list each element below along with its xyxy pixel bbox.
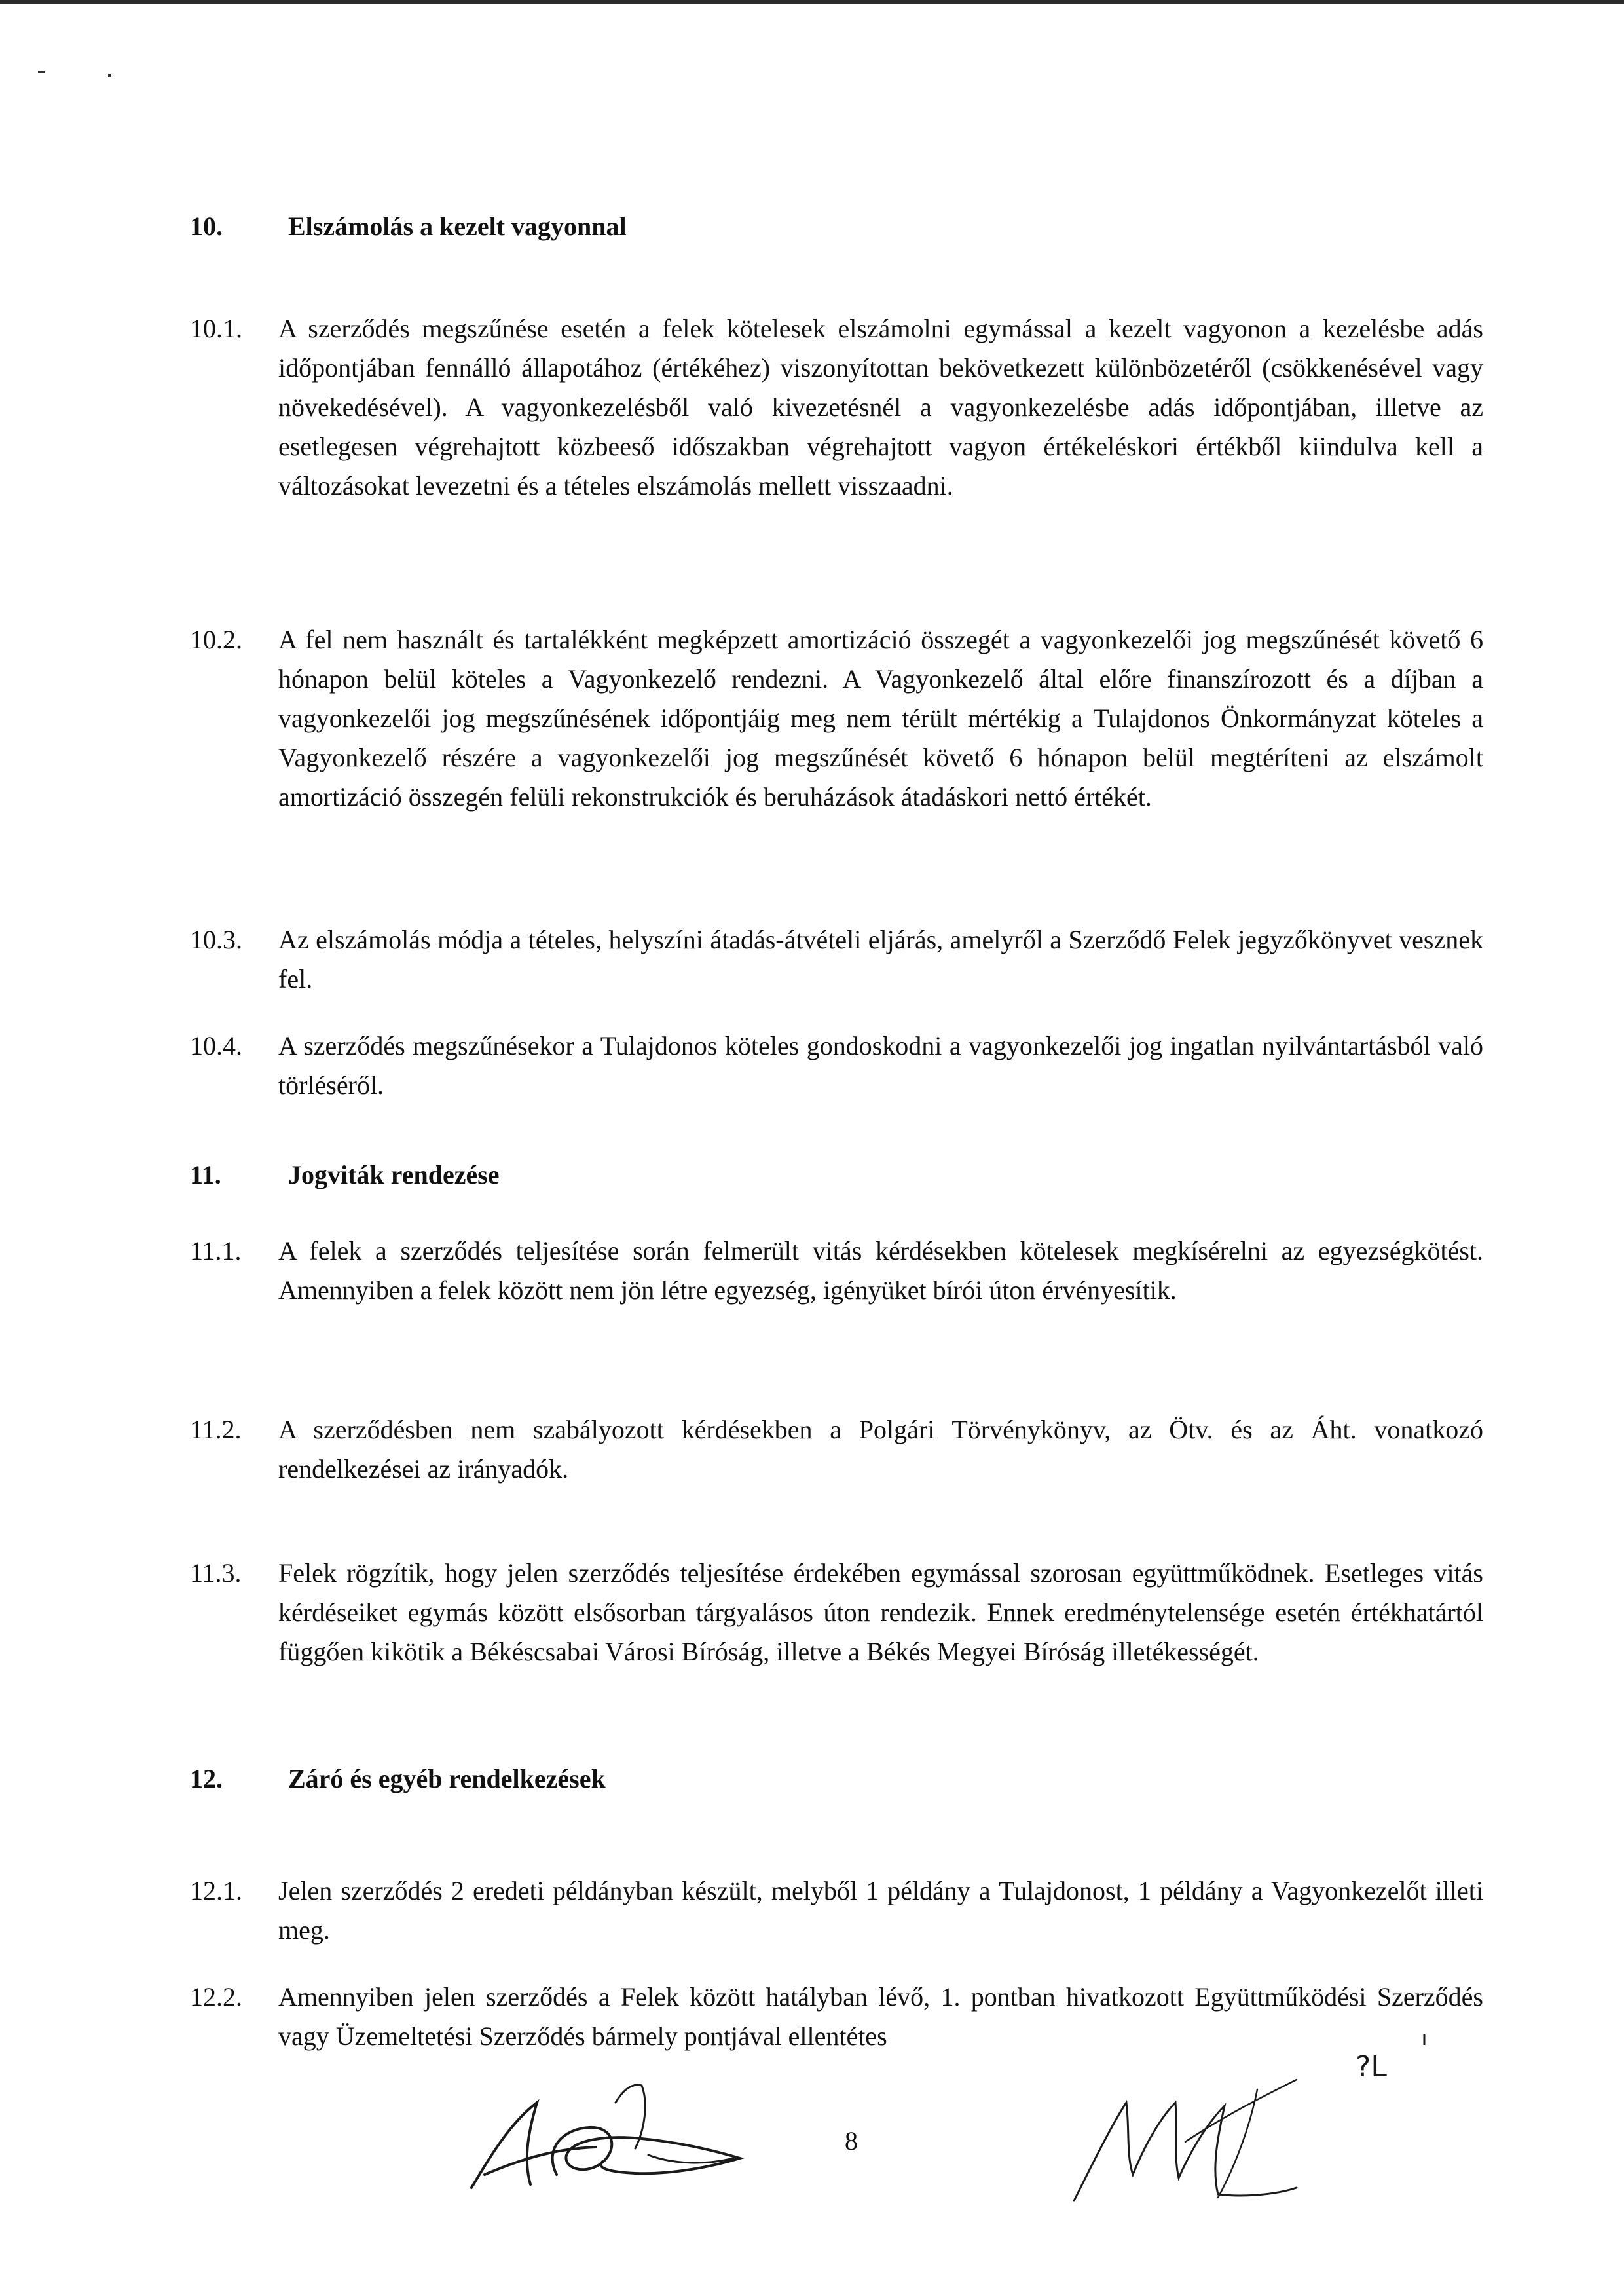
page-number: 8	[845, 2126, 858, 2156]
scan-speck	[108, 74, 111, 77]
clause-12-1	[190, 1871, 1483, 1950]
clause-text: A szerződés megszűnése esetén a felek kötelesek elszámolni egymással a kezelt vagyonon a kezelésbe adás időpontjában fennálló állapotához (értékéhez) viszonyítottan bekövetkezett különbözetéről (csökkenésével vagy növekedésével). A vagyonkezelésből való kivezetésnél a vagyonkezelésbe adás időpontjában, illetve az esetlegesen végrehajtott közbeeső időszakban végrehajtott vagyon értékeléskori értékből kiindulva kell a változásokat levezetni és a tételes elszámolás mellett visszaadni.	[278, 314, 1483, 500]
clause-number: 10.4.	[190, 1031, 242, 1060]
signature-left	[452, 2076, 792, 2201]
clause-10-4	[190, 1026, 1483, 1105]
section-heading-12	[190, 1762, 606, 1796]
clause-10-2	[190, 620, 1483, 817]
scan-speck	[38, 71, 45, 73]
clause-10-3	[190, 920, 1483, 999]
initials-text: ?L	[1356, 2050, 1387, 2084]
clause-number: 10.1.	[190, 314, 242, 343]
clause-number: 12.2.	[190, 1982, 242, 2012]
section-heading-11	[190, 1158, 500, 1192]
scan-edge	[0, 0, 1624, 4]
clause-text: A szerződés megszűnésekor a Tulajdonos köteles gondoskodni a vagyonkezelői jog ingatlan nyilvántartásból való törléséről.	[278, 1031, 1483, 1100]
section-title: Jogviták rendezése	[288, 1160, 500, 1189]
clause-text: Felek rögzítik, hogy jelen szerződés teljesítése érdekében egymással szorosan együttműködnek. Esetleges vitás kérdéseiket egymás között elsősorban tárgyalásos úton rendezik. Ennek eredménytelensége esetén értékhatártól függően kikötik a Békéscsabai Városi Bíróság, illetve a Békés Megyei Bíróság illetékességét.	[278, 1558, 1483, 1666]
section-heading-10	[190, 210, 627, 244]
clause-number: 10.2.	[190, 625, 242, 654]
clause-text: Az elszámolás módja a tételes, helyszíni átadás-átvételi eljárás, amelyről a Szerződő Felek jegyzőkönyvet vesznek fel.	[278, 925, 1483, 994]
clause-text: A fel nem használt és tartalékként megképzett amortizáció összegét a vagyonkezelői jog megszűnését követő 6 hónapon belül köteles a Vagyonkezelő rendezni. A Vagyonkezelő által előre finanszírozott és a díjban a vagyonkezelői jog megszűnésének időpontjáig meg nem térült mértékig a Tulajdonos Önkormányzat köteles a Vagyonkezelő részére a vagyonkezelői jog megszűnését követő 6 hónapon belül megtéríteni az elszámolt amortizáció összegén felüli rekonstrukciók és beruházások átadáskori nettó értékét.	[278, 625, 1483, 812]
section-number: 11.	[190, 1160, 221, 1189]
clause-text: Jelen szerződés 2 eredeti példányban készült, melyből 1 példány a Tulajdonost, 1 példány a Vagyonkezelőt illeti meg.	[278, 1876, 1483, 1945]
clause-number: 12.1.	[190, 1876, 242, 1905]
clause-text: Amennyiben jelen szerződés a Felek között hatályban lévő, 1. pontban hivatkozott Együttműködési Szerződés vagy Üzemeltetési Szerződés bármely pontjával ellentétes	[278, 1982, 1483, 2051]
section-title: Záró és egyéb rendelkezések	[288, 1764, 606, 1793]
clause-11-2	[190, 1410, 1483, 1489]
clause-11-3	[190, 1554, 1483, 1672]
clause-text: A szerződésben nem szabályozott kérdésekben a Polgári Törvénykönyv, az Ötv. és az Áht. vonatkozó rendelkezései az irányadók.	[278, 1415, 1483, 1484]
section-number: 10.	[190, 212, 223, 241]
clause-number: 10.3.	[190, 925, 242, 954]
clause-text: A felek a szerződés teljesítése során felmerült vitás kérdésekben kötelesek megkísérelni az egyezségkötést. Amennyiben a felek között nem jön létre egyezség, igényüket bírói úton érvényesítik.	[278, 1236, 1483, 1305]
clause-number: 11.2.	[190, 1415, 242, 1444]
signature-right	[1022, 2044, 1375, 2214]
clause-number: 11.1.	[190, 1236, 242, 1265]
section-title: Elszámolás a kezelt vagyonnal	[288, 212, 627, 241]
clause-10-1	[190, 309, 1483, 506]
clause-11-1	[190, 1231, 1483, 1310]
clause-number: 11.3.	[190, 1558, 242, 1588]
initials-right	[1342, 2031, 1460, 2109]
section-number: 12.	[190, 1764, 223, 1793]
